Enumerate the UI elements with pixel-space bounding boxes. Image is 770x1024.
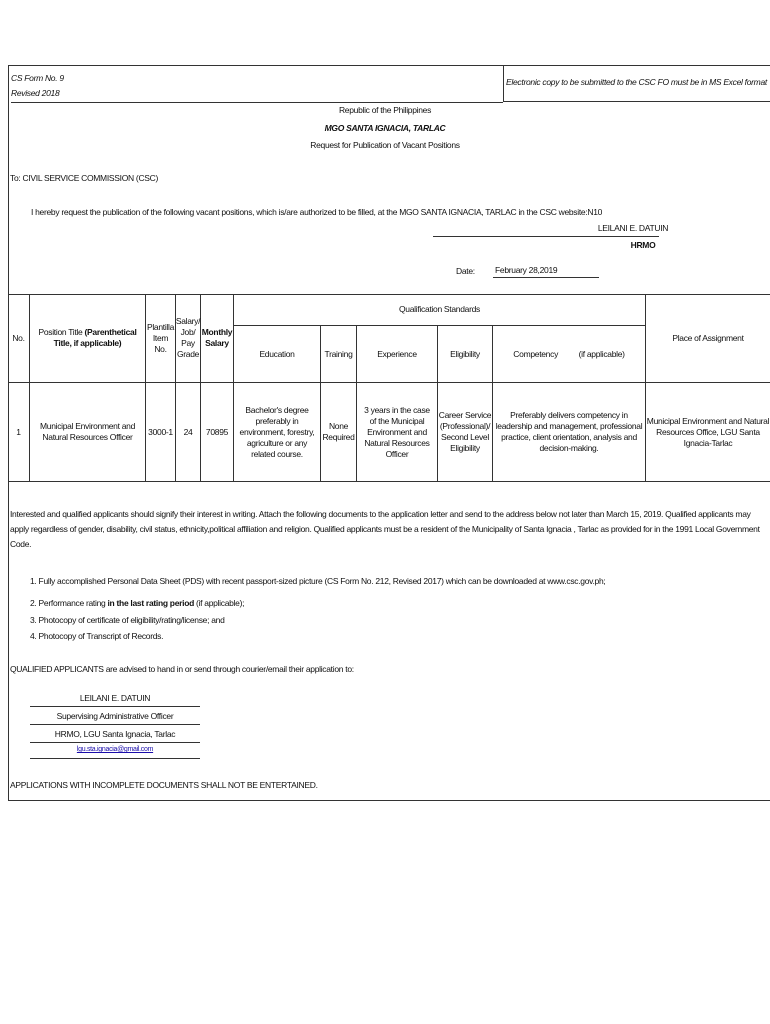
header-divider	[11, 102, 503, 103]
header-no: No.	[12, 332, 25, 343]
addressee: To: CIVIL SERVICE COMMISSION (CSC)	[10, 173, 159, 183]
row-position: Municipal Environment and Natural Resources Officer	[39, 421, 136, 442]
requirement-1: 1. Fully accomplished Personal Data Sheet (PDS) with recent passport-sized picture (CS Form No. 212, Revised 2017) which can be downloaded at www.csc.gov.ph;	[30, 576, 606, 586]
application-instructions: Interested and qualified applicants should signify their interest in writing. Attach the following documents to the application letter and send to the address below not later than March 15, 2019. Qualified applicants may apply regardless of gender, disability, civil status, ethnicity,political affiliation and religion. Qualified applicants must be a resident of the Municipality of Santa Ignacia , Tarlac as provided for in the 1991 Local Government Code.	[10, 509, 760, 549]
header-education: Education	[259, 348, 295, 359]
incomplete-warning: APPLICATIONS WITH INCOMPLETE DOCUMENTS SHALL NOT BE ENTERTAINED.	[10, 780, 318, 790]
header-position-title-paren: (Parenthetical Title, if applicable)	[53, 327, 137, 348]
contact-line-4	[30, 758, 200, 759]
contact-line-3	[30, 742, 200, 743]
request-title: Request for Publication of Vacant Positions	[310, 140, 460, 150]
submission-advice: QUALIFIED APPLICANTS are advised to hand in or send through courier/email their application to:	[10, 664, 354, 674]
requirement-2: 2. Performance rating in the last rating period (if applicable);	[30, 598, 245, 608]
header-training: Training	[324, 348, 353, 359]
contact-office: HRMO, LGU Santa Ignacia, Tarlac	[54, 729, 176, 739]
row-training: None Required	[322, 421, 355, 442]
header-qualification-standards: Qualification Standards	[399, 304, 480, 314]
date-underline	[493, 277, 599, 278]
agency-name: MGO SANTA IGNACIA, TARLAC	[324, 123, 446, 133]
date-label: Date:	[456, 266, 475, 276]
header-competency: Competency (if applicable)	[513, 348, 625, 359]
contact-name: LEILANI E. DATUIN	[79, 693, 151, 703]
date-value: February 28,2019	[495, 265, 558, 275]
header-position-title-main: Position Title	[38, 327, 85, 337]
header-eligibility: Eligibility	[450, 348, 480, 359]
header-salary-grade: Salary/ Job/ Pay Grade	[175, 316, 201, 359]
row-no: 1	[16, 426, 21, 437]
contact-email-link[interactable]: lgu.sta.ignacia@gmail.com	[76, 746, 154, 753]
contact-line-2	[30, 724, 200, 725]
header-place: Place of Assignment	[672, 332, 744, 343]
row-experience: 3 years in the case of the Municipal Environment and Natural Resources Officer	[364, 404, 430, 459]
row-salary-grade: 24	[183, 426, 193, 437]
row-eligibility: Career Service (Professional)/ Second Level Eligibility	[438, 410, 492, 453]
row-competency: Preferably delivers competency in leadership and management, professional practice, client orientation, analysis and decision-making.	[495, 410, 643, 453]
request-body: I hereby request the publication of the following vacant positions, which is/are authorized to be filled, at the MGO SANTA IGNACIA, TARLAC in the CSC website:N10	[31, 207, 603, 217]
header-position-title	[30, 294, 145, 382]
contact-email-wrap	[30, 745, 200, 755]
row-monthly-salary: 70895	[205, 426, 229, 437]
form-number: CS Form No. 9	[11, 73, 64, 83]
row-plantilla: 3000-1	[148, 426, 173, 437]
contact-line-1	[30, 706, 200, 707]
requirement-4: 4. Photocopy of Transcript of Records.	[30, 631, 164, 641]
requirement-3: 3. Photocopy of certificate of eligibility/rating/license; and	[30, 615, 225, 625]
excel-note: Electronic copy to be submitted to the CSC FO must be in MS Excel format	[506, 77, 767, 87]
contact-title: Supervising Administrative Officer	[56, 711, 174, 721]
header-plantilla: Plantilla Item No.	[146, 321, 175, 354]
row-place: Municipal Environment and Natural Resources Office, LGU Santa Ignacia-Tarlac	[646, 415, 770, 448]
row-education: Bachelor's degree preferably in environment, forestry, agriculture or any related course.	[239, 404, 315, 459]
header-monthly-salary: Monthly Salary	[201, 327, 233, 348]
signatory-name: LEILANI E. DATUIN	[597, 223, 669, 233]
signatory-title: HRMO	[630, 240, 656, 250]
form-revision: Revised 2018	[11, 88, 60, 98]
republic-label: Republic of the Philippines	[338, 105, 432, 115]
header-experience: Experience	[377, 348, 417, 359]
signature-line	[433, 236, 659, 237]
